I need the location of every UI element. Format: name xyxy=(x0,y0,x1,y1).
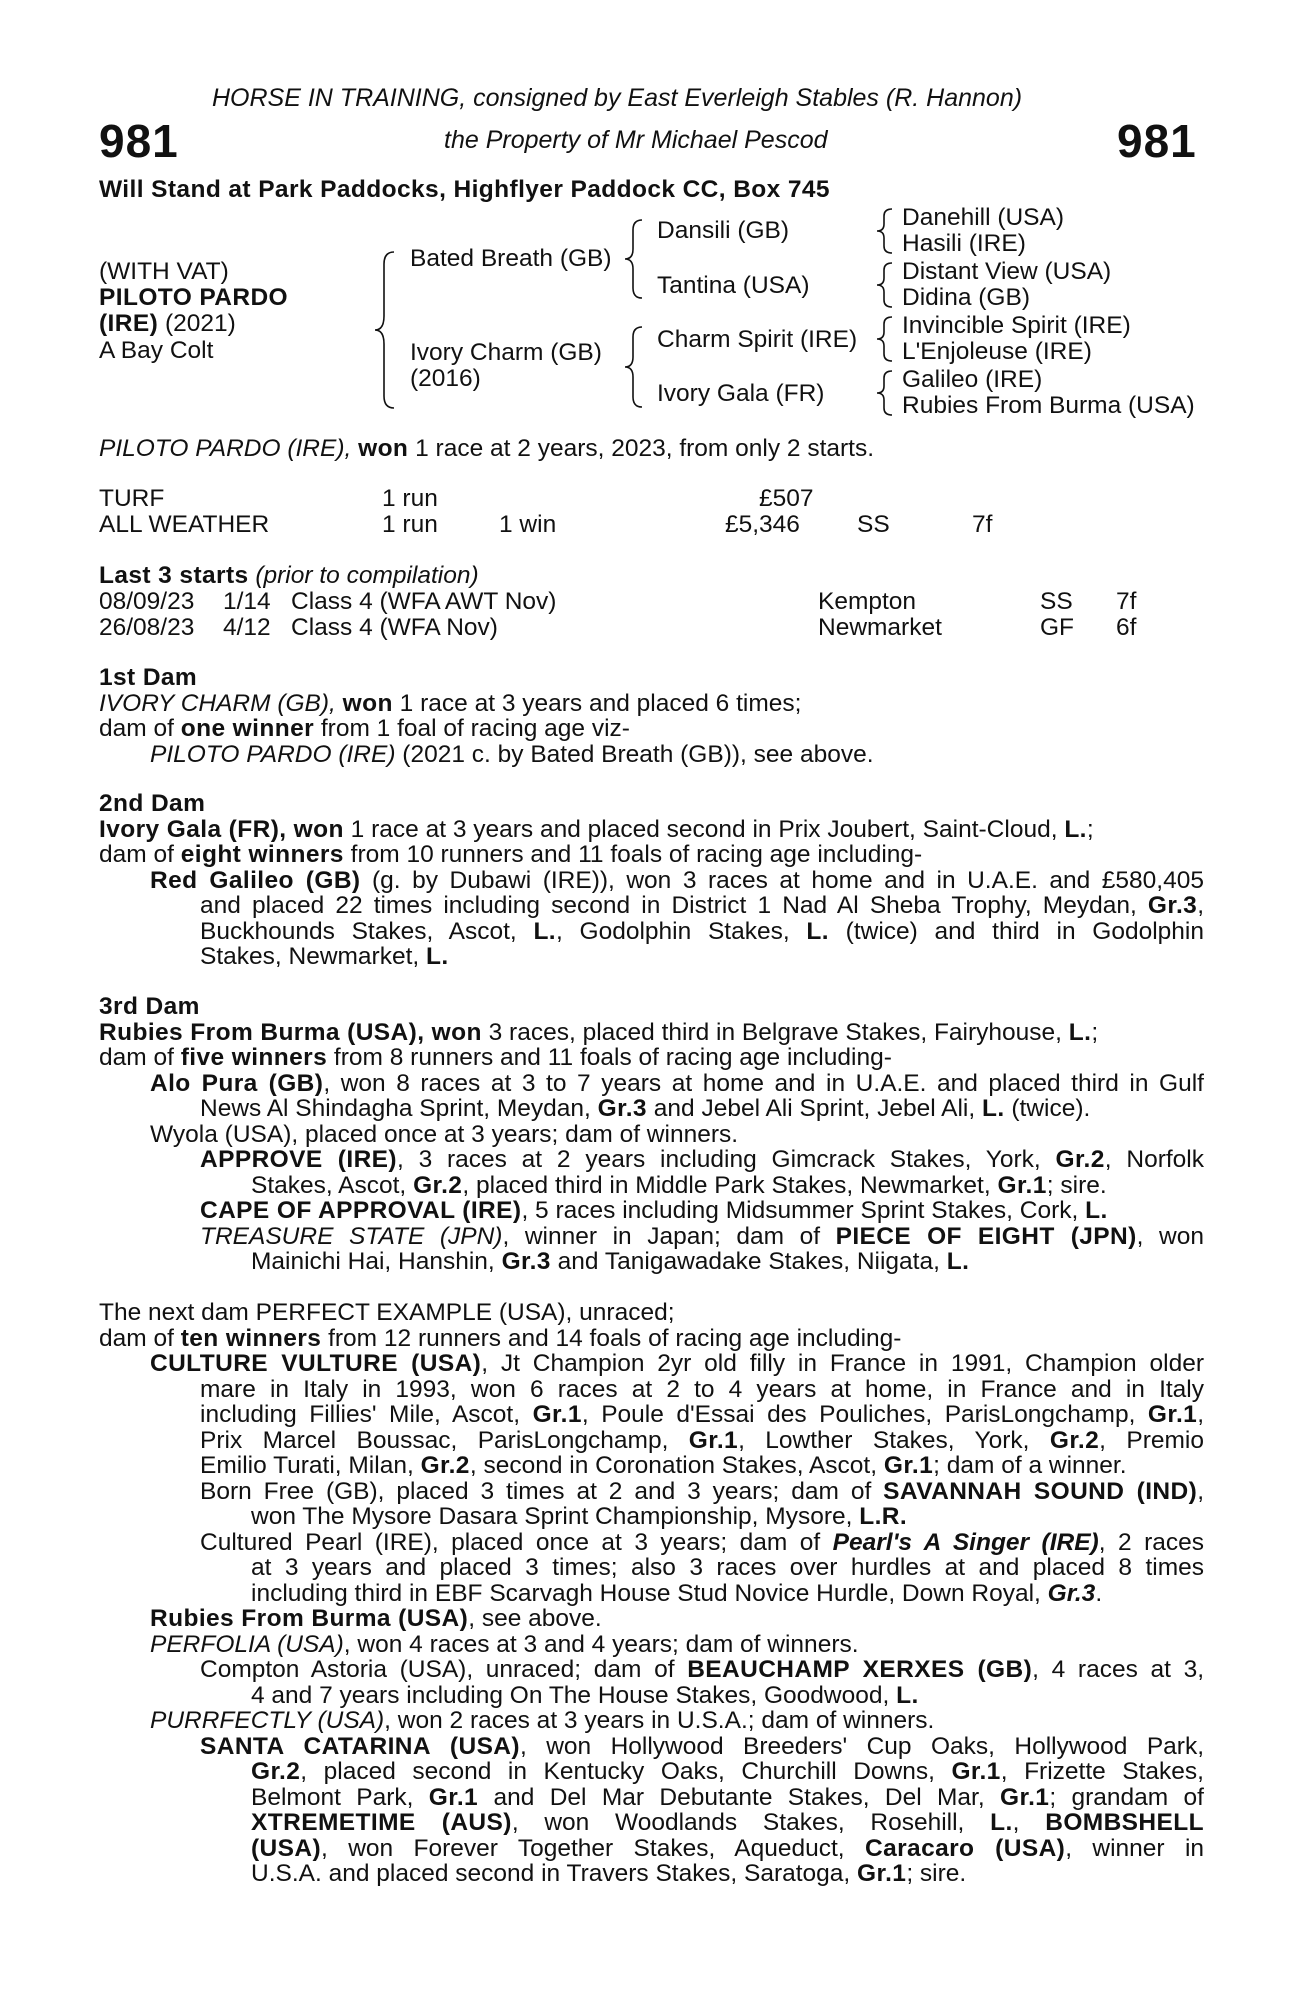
pedigree-brace-ss xyxy=(874,207,896,257)
text: . xyxy=(1095,1579,1103,1607)
produce-name: XTREMETIME (AUS) xyxy=(251,1809,512,1836)
text: , won Forever Together Stakes, Aqueduct, xyxy=(321,1834,865,1862)
horse-name: PILOTO PARDO xyxy=(99,284,289,311)
pedigree-ssd: Hasili (IRE) xyxy=(902,230,1026,257)
text: mare in Italy in 1993, won 6 races at 2 to 4 years at home, in France and in Italy xyxy=(200,1375,1204,1403)
text: , 4 races at 3, xyxy=(1032,1656,1204,1683)
produce-line xyxy=(99,1810,1204,1836)
text: , xyxy=(1197,1477,1204,1505)
start-date: 26/08/23 xyxy=(99,614,195,641)
text: 1 race at 3 years and placed 6 times; xyxy=(392,689,802,717)
horse-year: (2021) xyxy=(158,310,236,337)
produce-line xyxy=(99,1606,1204,1632)
produce-line xyxy=(99,1122,1204,1148)
produce-line xyxy=(99,1657,1204,1683)
text: Prix Marcel Boussac, ParisLongchamp, xyxy=(200,1426,689,1454)
produce-line xyxy=(99,1198,1204,1224)
record-runs: 1 run xyxy=(382,511,438,538)
text: 1 race at 3 years and placed second in Prix Joubert, Saint-Cloud, xyxy=(343,815,1065,843)
grade: Gr.1 xyxy=(688,1426,739,1454)
text: , won Woodlands Stakes, Rosehill, xyxy=(511,1809,991,1836)
pedigree-sdd: Didina (GB) xyxy=(902,284,1030,311)
next-dam-section xyxy=(99,1300,1204,1887)
text: Compton Astoria (USA), unraced; dam of xyxy=(200,1656,688,1683)
pedigree-dsd: L'Enjoleuse (IRE) xyxy=(902,338,1092,365)
text: from 8 runners and 11 foals of racing age including- xyxy=(327,1044,892,1071)
text: dam of xyxy=(99,715,181,742)
text: , winner in Japan; dam of xyxy=(502,1222,836,1250)
pedigree-brace-sire xyxy=(622,218,648,300)
grade: L. xyxy=(982,1095,1005,1122)
winners-count: one winner xyxy=(180,715,315,742)
winners-count: eight winners xyxy=(180,841,344,868)
produce-name: APPROVE (IRE) xyxy=(200,1146,397,1173)
grade: L. xyxy=(426,943,449,970)
text: Wyola (USA), placed once at 3 years; dam of winners. xyxy=(150,1120,739,1148)
text: , Jt Champion 2yr old filly in France in 1991, Champion older xyxy=(481,1350,1204,1377)
produce-name: Alo Pura (GB) xyxy=(150,1069,324,1097)
text: , placed second in Kentucky Oaks, Churchill Downs, xyxy=(300,1758,952,1785)
text: at 3 years and placed 3 times; also 3 races over hurdles at and placed 8 times xyxy=(251,1554,1204,1581)
pedigree-brace-sd xyxy=(874,261,896,311)
produce-name: SAVANNAH SOUND (IND) xyxy=(883,1477,1198,1505)
produce-name: PILOTO PARDO (IRE) xyxy=(150,740,396,768)
start-distance: 6f xyxy=(1116,614,1137,641)
start-course: Newmarket xyxy=(818,614,942,641)
pedigree-dam-dam: Ivory Gala (FR) xyxy=(657,380,825,407)
start-race: Class 4 (WFA Nov) xyxy=(291,614,498,641)
text: Born Free (GB), placed 3 times at 2 and 3 years; dam of xyxy=(200,1477,884,1505)
race-summary xyxy=(99,436,874,462)
produce-name: PURRFECTLY (USA) xyxy=(150,1707,385,1734)
produce-line xyxy=(99,1581,1204,1607)
grade: Gr.1 xyxy=(883,1452,934,1479)
text: from 10 runners and 11 foals of racing age including- xyxy=(343,841,923,868)
produce-line xyxy=(99,893,1204,919)
grade: Gr.2 xyxy=(251,1758,301,1785)
produce-line xyxy=(99,919,1204,945)
first-dam-title: 1st Dam xyxy=(99,664,198,691)
text: , won xyxy=(1136,1222,1204,1250)
start-position: 4/12 xyxy=(223,614,271,641)
record-wins: 1 win xyxy=(499,511,557,538)
text: (2021 c. by Bated Breath (GB)), see above. xyxy=(395,740,874,768)
produce-line xyxy=(99,868,1204,894)
pedigree-sds: Distant View (USA) xyxy=(902,258,1112,285)
third-dam-produce-intro xyxy=(99,1045,1204,1071)
pedigree-dam: Ivory Charm (GB) xyxy=(410,339,602,366)
text: dam of xyxy=(99,1324,181,1352)
produce-line xyxy=(99,1351,1204,1377)
text: , 5 races including Midsummer Sprint Stakes, Cork, xyxy=(521,1197,1086,1224)
produce-line xyxy=(99,1249,1204,1275)
grade: Gr.3 xyxy=(501,1248,551,1275)
next-dam-line: The next dam PERFECT EXAMPLE (USA), unraced; xyxy=(99,1299,675,1326)
produce-name: Rubies From Burma (USA) xyxy=(150,1605,469,1632)
text: , 3 races at 2 years including Gimcrack Stakes, York, xyxy=(396,1146,1056,1173)
pedigree-ddd: Rubies From Burma (USA) xyxy=(902,392,1195,419)
text: Emilio Turati, Milan, xyxy=(200,1452,421,1479)
grade: Gr.1 xyxy=(1147,1401,1198,1428)
text: , second in Coronation Stakes, Ascot, xyxy=(469,1452,884,1479)
text: Stakes, Newmarket, xyxy=(200,943,427,970)
text: (g. by Dubawi (IRE)), won 3 races at home and in U.A.E. and £580,405 xyxy=(360,866,1204,894)
last-starts-note: (prior to compilation) xyxy=(248,562,479,589)
horse-country-year xyxy=(99,311,236,337)
first-dam-produce xyxy=(99,742,1204,768)
produce-name: PERFOLIA (USA) xyxy=(150,1630,344,1658)
third-dam-section xyxy=(99,994,1204,1275)
dam-name: Ivory Gala (FR), won xyxy=(99,815,344,843)
text: (twice). xyxy=(1004,1095,1091,1122)
text: , placed third in Middle Park Stakes, Newmarket, xyxy=(462,1171,998,1199)
produce-name: CAPE OF APPROVAL (IRE) xyxy=(200,1197,522,1224)
text: including Fillies' Mile, Ascot, xyxy=(200,1401,533,1428)
winners-count: five winners xyxy=(180,1044,328,1071)
grade: Gr.2 xyxy=(1055,1146,1105,1173)
text: ; sire. xyxy=(906,1860,967,1887)
grade: Gr.1 xyxy=(997,1171,1047,1199)
dam-name: IVORY CHARM (GB), xyxy=(99,689,343,717)
text: , Poule d'Essai des Pouliches, ParisLongchamp, xyxy=(581,1401,1148,1428)
text: , see above. xyxy=(468,1605,602,1632)
grade: Gr.1 xyxy=(857,1860,907,1887)
produce-line xyxy=(99,1632,1204,1658)
text: dam of xyxy=(99,1044,181,1071)
produce-line xyxy=(99,1683,1204,1709)
text: News Al Shindagha Sprint, Meydan, xyxy=(200,1095,598,1122)
record-surface: TURF xyxy=(99,485,165,512)
produce-line xyxy=(99,1530,1204,1556)
produce-line xyxy=(99,1555,1204,1581)
pedigree-sire-sire: Dansili (GB) xyxy=(657,217,790,244)
start-race: Class 4 (WFA AWT Nov) xyxy=(291,588,557,615)
text: and Tanigawadake Stakes, Niigata, xyxy=(550,1248,947,1275)
text: and Jebel Ali Sprint, Jebel Ali, xyxy=(646,1095,982,1122)
record-prize: £5,346 xyxy=(725,511,800,538)
produce-line xyxy=(99,1479,1204,1505)
record-prize: £507 xyxy=(759,485,814,512)
grade: L.R. xyxy=(859,1503,908,1530)
stand-location: Will Stand at Park Paddocks, Highflyer Paddock CC, Box 745 xyxy=(99,176,830,203)
dam-name: Rubies From Burma (USA), won xyxy=(99,1018,482,1046)
produce-name: (USA) xyxy=(251,1834,322,1862)
grade: Gr.3 xyxy=(1047,1579,1096,1607)
produce-line xyxy=(99,1096,1204,1122)
vat-note: (WITH VAT) xyxy=(99,258,229,285)
produce-line xyxy=(99,1428,1204,1454)
first-dam-line xyxy=(99,691,1204,717)
text: ; xyxy=(1086,815,1094,843)
horse-description: A Bay Colt xyxy=(99,337,214,364)
pedigree-sss: Danehill (USA) xyxy=(902,204,1065,231)
start-going: GF xyxy=(1040,614,1075,641)
text: , Norfolk xyxy=(1104,1146,1204,1173)
produce-name: BOMBSHELL xyxy=(1045,1809,1204,1836)
text: ; grandam of xyxy=(1049,1783,1204,1811)
start-date: 08/09/23 xyxy=(99,588,195,615)
consignor-line: HORSE IN TRAINING, consigned by East Everleigh Stables (R. Hannon) xyxy=(212,84,1023,112)
won-label: won xyxy=(342,689,393,717)
second-dam-section xyxy=(99,791,1204,970)
text: Stakes, Ascot, xyxy=(251,1171,414,1199)
summary-won: won xyxy=(358,435,409,462)
text: , won Hollywood Breeders' Cup Oaks, Hollywood Park, xyxy=(519,1732,1205,1760)
third-dam-line xyxy=(99,1020,1204,1046)
produce-line xyxy=(99,1377,1204,1403)
text: , Premio xyxy=(1099,1426,1204,1454)
second-dam-produce-intro xyxy=(99,842,1204,868)
pedigree-sire: Bated Breath (GB) xyxy=(410,245,612,272)
text: Cultured Pearl (IRE), placed once at 3 years; dam of xyxy=(200,1528,833,1556)
grade: Gr.2 xyxy=(1049,1426,1100,1454)
grade: Gr.1 xyxy=(428,1783,479,1811)
text: , Frizette Stakes, xyxy=(1000,1758,1204,1785)
grade: L. xyxy=(533,917,557,945)
record-surface: ALL WEATHER xyxy=(99,511,270,538)
lot-number-left: 981 xyxy=(99,115,179,167)
text: , xyxy=(1197,1401,1205,1428)
third-dam-title: 3rd Dam xyxy=(99,993,200,1020)
text: U.S.A. and placed second in Travers Stakes, Saratoga, xyxy=(251,1860,858,1887)
pedigree-brace-dd xyxy=(874,369,896,419)
produce-line xyxy=(99,1708,1204,1734)
grade: L. xyxy=(806,917,829,945)
grade: Gr.3 xyxy=(597,1095,647,1122)
produce-name: PIECE OF EIGHT (JPN) xyxy=(835,1222,1137,1250)
produce-line xyxy=(99,1734,1204,1760)
produce-line xyxy=(99,1224,1204,1250)
text: , xyxy=(1012,1809,1046,1836)
text: (twice) and third in Godolphin xyxy=(828,917,1204,945)
start-going: SS xyxy=(1040,588,1073,615)
produce-line xyxy=(99,1861,1204,1887)
summary-rest: 1 race at 2 years, 2023, from only 2 starts. xyxy=(408,435,875,462)
grade: Gr.2 xyxy=(420,1452,470,1479)
produce-name: TREASURE STATE (JPN) xyxy=(200,1222,503,1250)
grade: L. xyxy=(1085,1197,1108,1224)
grade: L. xyxy=(946,1248,970,1275)
property-line: the Property of Mr Michael Pescod xyxy=(444,126,828,154)
record-going: SS xyxy=(857,511,890,538)
summary-horse-name: PILOTO PARDO (IRE), xyxy=(99,435,359,462)
pedigree-dss: Invincible Spirit (IRE) xyxy=(902,312,1131,339)
text: from 12 runners and 14 foals of racing age including- xyxy=(321,1324,902,1352)
text: ; xyxy=(1091,1018,1099,1046)
text: ; dam of a winner. xyxy=(933,1452,1127,1479)
second-dam-line xyxy=(99,817,1204,843)
text: , winner in xyxy=(1065,1834,1205,1862)
grade: L. xyxy=(1068,1018,1092,1046)
second-dam-title: 2nd Dam xyxy=(99,790,206,817)
produce-line xyxy=(99,1147,1204,1173)
pedigree-sire-dam: Tantina (USA) xyxy=(657,272,810,299)
last-starts-label: Last 3 starts xyxy=(99,562,249,589)
produce-name: BEAUCHAMP XERXES (GB) xyxy=(687,1656,1033,1683)
text: , won 4 races at 3 and 4 years; dam of winners. xyxy=(343,1630,859,1658)
pedigree-brace-ds xyxy=(874,315,896,365)
produce-line xyxy=(99,1071,1204,1097)
lot-number-right: 981 xyxy=(1117,115,1197,167)
record-distance: 7f xyxy=(972,511,993,538)
text: and placed 22 times including second in District 1 Nad Al Sheba Trophy, Meydan, xyxy=(200,892,1148,919)
produce-name: Pearl's A Singer (IRE) xyxy=(832,1528,1099,1556)
text: Belmont Park, xyxy=(251,1783,429,1811)
last-starts-title xyxy=(99,563,479,589)
first-dam-section xyxy=(99,665,1204,767)
grade: Gr.2 xyxy=(413,1171,463,1199)
produce-line xyxy=(99,1504,1204,1530)
text: , Lowther Stakes, York, xyxy=(738,1426,1050,1454)
horse-country: (IRE) xyxy=(99,310,159,337)
produce-name: CULTURE VULTURE (USA) xyxy=(150,1350,482,1377)
first-dam-produce-intro xyxy=(99,716,1204,742)
produce-line xyxy=(99,1836,1204,1862)
produce-name: Caracaro (USA) xyxy=(864,1834,1066,1862)
record-runs: 1 run xyxy=(382,485,438,512)
text: Buckhounds Stakes, Ascot, xyxy=(200,917,534,945)
produce-name: Red Galileo (GB) xyxy=(150,866,361,894)
text: , won 2 races at 3 years in U.S.A.; dam of winners. xyxy=(384,1707,935,1734)
start-distance: 7f xyxy=(1116,588,1137,615)
grade: Gr.3 xyxy=(1147,892,1198,919)
produce-line xyxy=(99,1453,1204,1479)
text: 3 races, placed third in Belgrave Stakes, Fairyhouse, xyxy=(481,1018,1069,1046)
pedigree-dam-sire: Charm Spirit (IRE) xyxy=(657,326,858,353)
pedigree-dam-year: (2016) xyxy=(410,365,481,392)
produce-line xyxy=(99,944,1204,970)
grade: Gr.1 xyxy=(951,1758,1001,1785)
text: , xyxy=(1197,892,1204,919)
start-position: 1/14 xyxy=(223,588,271,615)
grade: Gr.1 xyxy=(1000,1783,1050,1811)
text: , won 8 races at 3 to 7 years at home and in U.A.E. and placed third in Gulf xyxy=(323,1069,1204,1097)
grade: Gr.1 xyxy=(532,1401,582,1428)
text: including third in EBF Scarvagh House Stud Novice Hurdle, Down Royal, xyxy=(251,1579,1048,1607)
produce-line xyxy=(99,1785,1204,1811)
text: 4 and 7 years including On The House Stakes, Goodwood, xyxy=(251,1681,897,1709)
grade: L. xyxy=(1064,815,1087,843)
start-course: Kempton xyxy=(818,588,917,615)
text: and Del Mar Debutante Stakes, Del Mar, xyxy=(478,1783,1001,1811)
text: , 2 races xyxy=(1098,1528,1204,1556)
text: from 1 foal of racing age viz- xyxy=(314,715,630,742)
grade: L. xyxy=(990,1809,1013,1836)
text: won The Mysore Dasara Sprint Championship, Mysore, xyxy=(251,1503,860,1530)
pedigree-dds: Galileo (IRE) xyxy=(902,366,1043,393)
produce-line xyxy=(99,1402,1204,1428)
produce-line xyxy=(99,1759,1204,1785)
text: ; sire. xyxy=(1046,1171,1107,1199)
grade: L. xyxy=(896,1681,919,1709)
pedigree-brace-dam xyxy=(622,325,648,409)
text: Mainichi Hai, Hanshin, xyxy=(251,1248,502,1275)
produce-line xyxy=(99,1173,1204,1199)
produce-name: SANTA CATARINA (USA) xyxy=(200,1732,520,1760)
text: , Godolphin Stakes, xyxy=(556,917,807,945)
pedigree-brace-main xyxy=(372,250,402,410)
winners-count: ten winners xyxy=(180,1324,322,1352)
next-dam-produce-intro xyxy=(99,1326,1204,1352)
text: dam of xyxy=(99,841,181,868)
